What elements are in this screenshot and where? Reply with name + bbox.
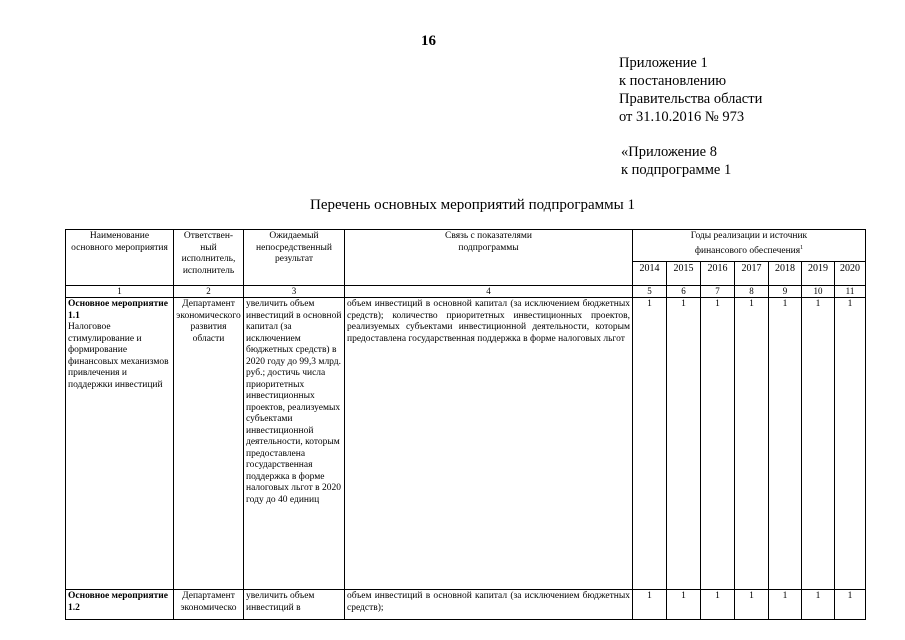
result-cell: увеличить объем инвестиций в основной капитал (за исключением бюджетных средств) в 2020 году до 99,3 млрд. руб.; достичь числа приоритетных инвестиционных проектов, реализуемых субъектами инвестиционной деятельности, которым предоставлена государственная поддержка в форме налоговых льгот в 2020 году до 40 единиц [244,298,345,590]
value-cell: 1 [802,590,835,620]
column-number: 7 [701,286,735,298]
column-number: 2 [174,286,244,298]
appendix-reference [619,54,762,126]
measures-table [65,229,866,620]
column-number: 3 [244,286,345,298]
value-cell: 1 [633,590,667,620]
value-cell: 1 [667,590,701,620]
value-cell: 1 [802,298,835,590]
table-row [66,298,866,590]
appendix-line: к постановлению [619,73,727,89]
year-cell: 2018 [769,262,802,286]
appendix-line: Приложение 1 [619,55,708,71]
executor-cell: Департамент экономического развития области [174,298,244,590]
value-cell: 1 [769,590,802,620]
year-cell: 2020 [835,262,866,286]
header-result: Ожидаемый непосредственный результат [244,230,345,286]
column-number: 8 [735,286,769,298]
header-link: Связь с показателями подпрограммы [345,230,633,286]
table-row [66,590,866,620]
column-number: 4 [345,286,633,298]
measure-name-cell [66,298,174,590]
column-number: 1 [66,286,174,298]
year-cell: 2019 [802,262,835,286]
year-cell: 2014 [633,262,667,286]
value-cell: 1 [633,298,667,590]
value-cell: 1 [769,298,802,590]
measure-title: Основное мероприятие 1.1 [68,299,168,321]
footnote-marker: 1 [800,244,804,251]
subprogram-appendix-reference [621,143,731,179]
appendix-line: Правительства области [619,91,763,107]
appendix-line: «Приложение 8 [621,144,717,160]
value-cell: 1 [835,590,866,620]
value-cell: 1 [667,298,701,590]
year-cell: 2015 [667,262,701,286]
header-years-label: Годы реализации и источник финансового обеспечения [690,231,808,256]
column-number: 9 [769,286,802,298]
appendix-line: от 31.10.2016 № 973 [619,109,745,125]
column-number: 6 [667,286,701,298]
value-cell: 1 [701,298,735,590]
measure-description: Налоговое стимулирование и формирование финансовых механизмов привлечения и поддержки инвестиций [68,322,169,390]
measure-title: Основное мероприятие 1.2 [68,591,168,613]
value-cell: 1 [701,590,735,620]
header-years-group [633,230,866,262]
link-cell: объем инвестиций в основной капитал (за исключением бюджетных средств); количество приоритетных инвестиционных проектов, реализуемых субъектами инвестиционной деятельности, которым предоставлена государственная поддержка в форме налоговых льгот [345,298,633,590]
measure-name-cell [66,590,174,620]
column-number: 10 [802,286,835,298]
header-executor: Ответствен-ный исполнитель, исполнитель [174,230,244,286]
column-number: 11 [835,286,866,298]
value-cell: 1 [835,298,866,590]
result-cell: увеличить объем инвестиций в [244,590,345,620]
year-cell: 2016 [701,262,735,286]
value-cell: 1 [735,590,769,620]
value-cell: 1 [735,298,769,590]
link-cell: объем инвестиций в основной капитал (за исключением бюджетных средств); [345,590,633,620]
header-name: Наименование основного мероприятия [66,230,174,286]
page-number: 16 [421,33,436,49]
column-number: 5 [633,286,667,298]
document-title: Перечень основных мероприятий подпрограммы 1 [310,197,635,213]
year-cell: 2017 [735,262,769,286]
appendix-line: к подпрограмме 1 [621,162,732,178]
executor-cell: Департамент экономическо [174,590,244,620]
